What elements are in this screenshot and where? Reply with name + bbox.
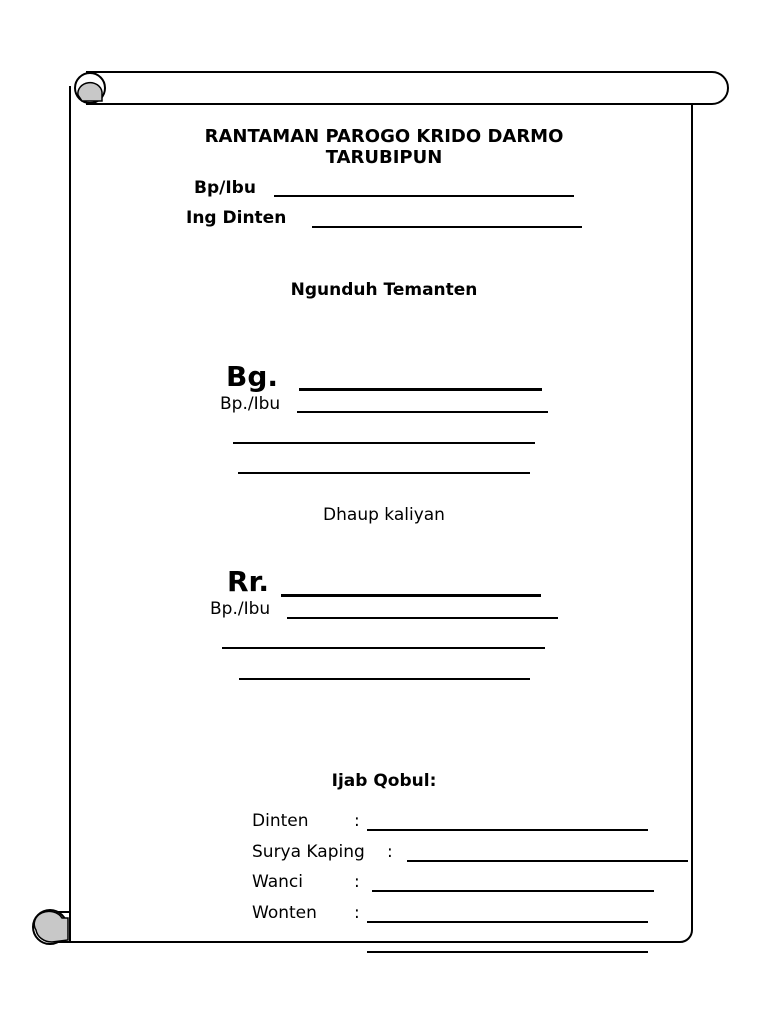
conjunction-text: Dhaup kaliyan (323, 505, 445, 525)
host-label: Bp/Ibu (194, 178, 256, 198)
bride-address-blank-line-2 (239, 678, 530, 680)
bride-prefix: Rr. (227, 565, 270, 598)
ijab-wonten-blank-line (367, 921, 648, 923)
groom-parents-blank-line (297, 411, 548, 413)
ijab-field-colon: : (354, 903, 360, 923)
host-blank-line (274, 195, 574, 197)
document-title-line1: RANTAMAN PAROGO KRIDO DARMO (204, 126, 564, 147)
ijab-field-colon: : (354, 811, 360, 831)
ijab-wanci-blank-line (372, 890, 654, 892)
groom-name-blank-line (299, 388, 542, 391)
groom-parents-label: Bp./Ibu (220, 394, 281, 414)
ijab-field-label-wonten: Wonten (252, 903, 317, 923)
bride-parents-label: Bp./Ibu (210, 599, 271, 619)
bride-parents-blank-line (287, 617, 558, 619)
location-blank-line (312, 226, 582, 228)
bride-address-blank-line-1 (222, 647, 545, 649)
ijab-field-colon: : (354, 872, 360, 892)
ijab-surya-kaping-blank-line (407, 860, 688, 862)
groom-address-blank-line-1 (233, 442, 535, 444)
scroll-top-roll (86, 72, 728, 104)
groom-address-blank-line-2 (238, 472, 530, 474)
ijab-field-label-wanci: Wanci (252, 872, 303, 892)
bride-name-blank-line (281, 594, 541, 597)
ijab-dinten-blank-line (367, 829, 648, 831)
document-title-line2: TARUBIPUN (325, 147, 443, 168)
groom-prefix: Bg. (226, 360, 279, 393)
ijab-wonten-extra-blank-line (367, 951, 648, 953)
ijab-field-colon: : (387, 842, 393, 862)
ijab-qobul-title: Ijab Qobul: (331, 771, 437, 791)
location-label: Ing Dinten (186, 208, 287, 228)
event-title: Ngunduh Temanten (290, 280, 478, 300)
ijab-field-label-dinten: Dinten (252, 811, 309, 831)
ijab-field-label-surya-kaping: Surya Kaping (252, 842, 365, 862)
